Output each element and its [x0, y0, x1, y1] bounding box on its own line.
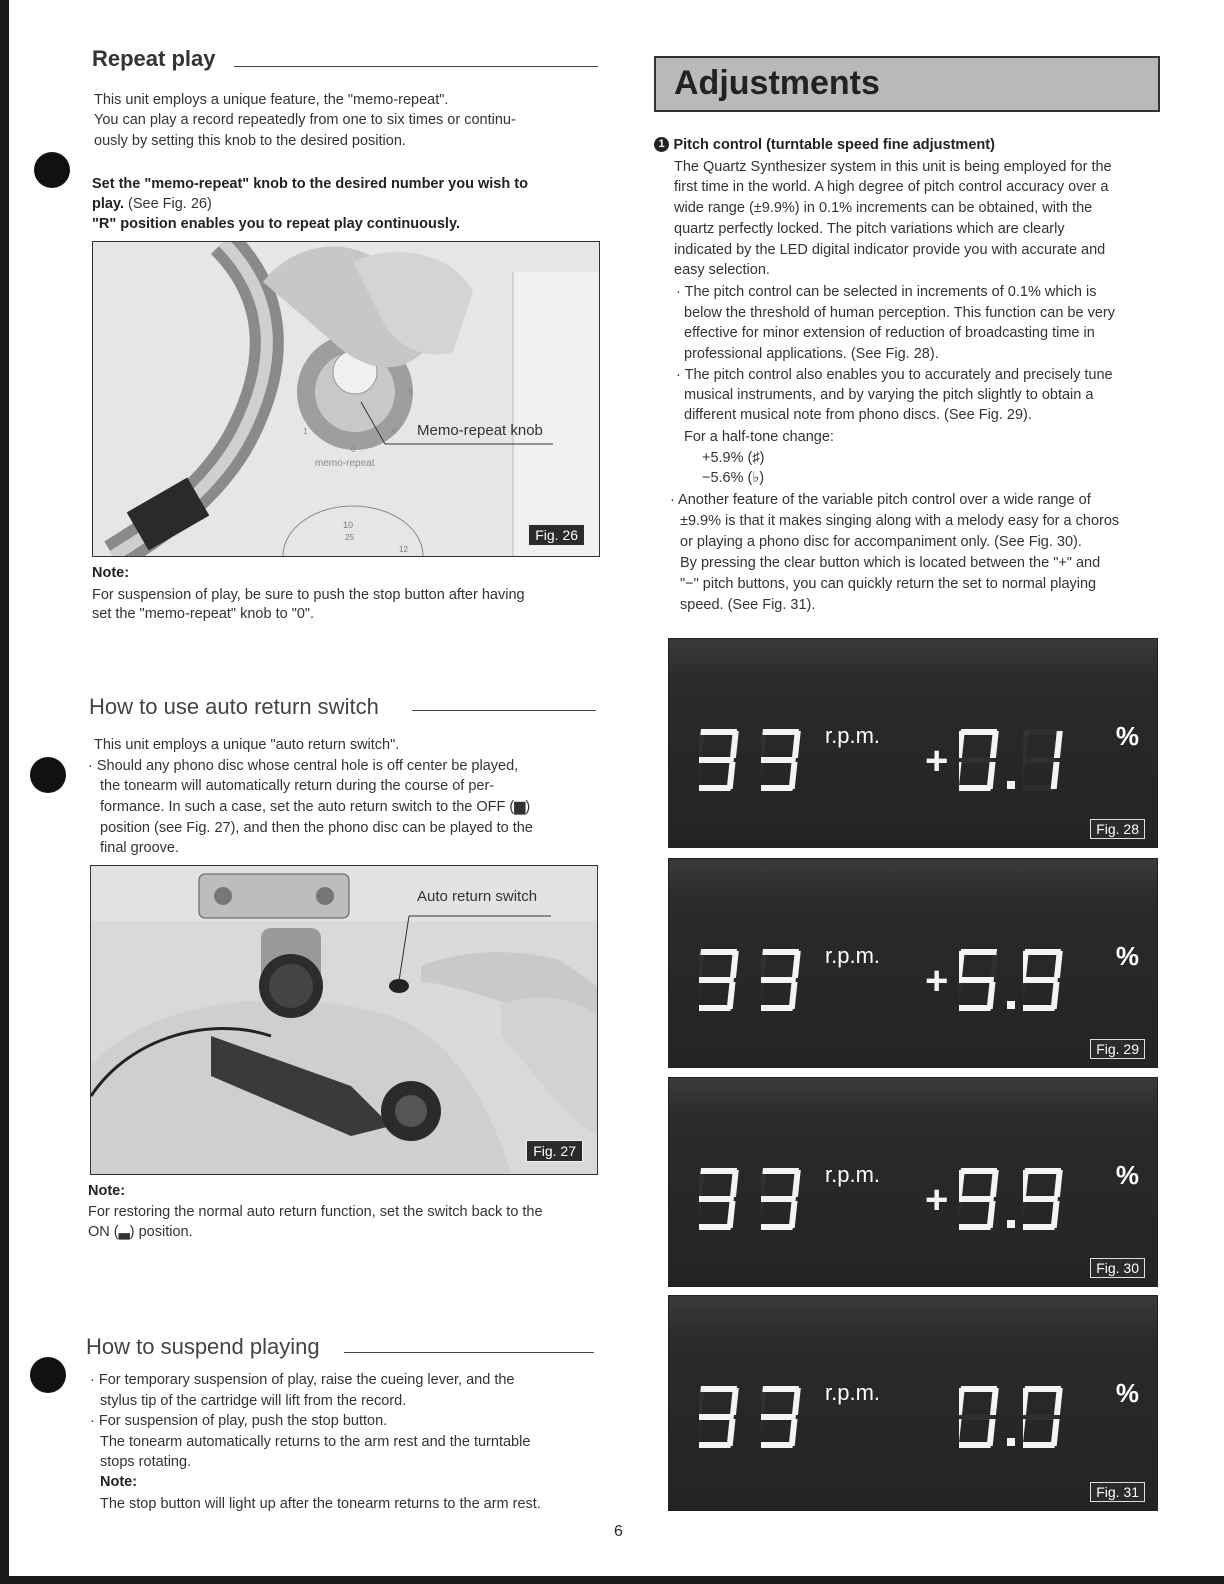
led-display-panel	[668, 1077, 1158, 1287]
sign-indicator: +	[925, 1178, 949, 1222]
svg-text:25: 25	[345, 533, 354, 542]
paragraph-line: This unit employs a unique feature, the "memo-repeat".	[94, 92, 449, 108]
note-label: Note:	[92, 565, 130, 581]
svg-text:12: 12	[399, 545, 408, 554]
paragraph-line: wide range (±9.9%) in 0.1% increments can be obtained, with the	[674, 200, 1093, 216]
paragraph-line: or playing a phono disc for accompaniment only. (See Fig. 30).	[680, 534, 1082, 550]
suspend-heading: How to suspend playing	[86, 1334, 320, 1359]
paragraph-line: effective for minor extension of reduction of broadcasting time in	[684, 325, 1095, 341]
paragraph-line: · The pitch control also enables you to accurately and precisely tune	[676, 367, 1113, 383]
paragraph-line: below the threshold of human perception. This function can be very	[684, 305, 1115, 321]
binder-hole	[30, 1357, 66, 1393]
fig-label: Fig. 26	[528, 524, 585, 546]
percent-symbol: %	[1115, 1378, 1139, 1408]
pitch-heading-row	[654, 136, 995, 154]
led-digit	[959, 1168, 999, 1230]
fig-26-photo	[92, 241, 600, 557]
memo-repeat-knob-illustration	[93, 242, 599, 556]
instruction-bold: play.	[92, 196, 124, 212]
percent-symbol: %	[1115, 721, 1139, 751]
led-digit	[1023, 949, 1063, 1011]
paragraph-line: position (see Fig. 27), and then the phono disc can be played to the	[100, 820, 533, 836]
led-digit	[699, 1168, 739, 1230]
paragraph-line: · Should any phono disc whose central hole is off center be played,	[88, 758, 519, 774]
decimal-point	[1007, 1220, 1015, 1228]
fig-27-photo	[90, 865, 598, 1175]
rpm-label: r.p.m.	[825, 943, 881, 968]
paragraph-line: first time in the world. A high degree of pitch control accuracy over a	[674, 179, 1109, 195]
led-digit	[761, 1386, 801, 1448]
paragraph-line: −5.6% (♭)	[702, 470, 765, 486]
svg-text:0: 0	[351, 445, 356, 454]
led-digit	[699, 729, 739, 791]
fig-label: Fig. 28	[1090, 819, 1145, 839]
pitch-heading: Pitch control (turntable speed fine adjustment)	[673, 136, 995, 153]
fig-callout: Memo-repeat knob	[417, 422, 543, 439]
decimal-point	[1007, 1438, 1015, 1446]
repeat-play-heading: Repeat play	[92, 46, 216, 71]
svg-text:R: R	[391, 427, 397, 436]
speed-digits	[699, 1168, 801, 1230]
speed-digits	[699, 729, 801, 791]
paragraph-line: different musical note from phono discs. (See Fig. 29).	[684, 407, 1032, 423]
paragraph-line: · For temporary suspension of play, raise the cueing lever, and the	[90, 1372, 515, 1388]
paragraph-line: speed. (See Fig. 31).	[680, 597, 816, 613]
binder-hole	[30, 757, 66, 793]
led-digit	[761, 729, 801, 791]
led-digit	[699, 1386, 739, 1448]
pitch-value-digits	[959, 949, 1063, 1011]
percent-symbol: %	[1115, 1160, 1139, 1190]
paragraph-line: final groove.	[100, 840, 179, 856]
pitch-value-digits	[959, 1168, 1063, 1230]
led-digit	[959, 1386, 999, 1448]
paragraph-line: For a half-tone change:	[684, 429, 834, 445]
paragraph-line: · For suspension of play, push the stop button.	[90, 1413, 388, 1429]
fig-callout: Auto return switch	[417, 888, 538, 905]
rpm-label: r.p.m.	[825, 1162, 881, 1187]
dial-label: memo-repeat	[315, 458, 375, 469]
note-line: The stop button will light up after the tonearm returns to the arm rest.	[100, 1496, 541, 1512]
paragraph-line: easy selection.	[674, 262, 770, 278]
instruction-ref: (See Fig. 26)	[128, 196, 212, 212]
paragraph-line: · Another feature of the variable pitch control over a wide range of	[670, 492, 1091, 508]
speed-digits	[699, 949, 801, 1011]
led-digit	[1023, 1386, 1063, 1448]
instruction-line: "R" position enables you to repeat play continuously.	[92, 216, 460, 232]
paragraph-line: By pressing the clear button which is located between the "+" and	[680, 555, 1101, 571]
paragraph-line: professional applications. (See Fig. 28).	[684, 346, 939, 362]
paragraph-line: This unit employs a unique "auto return switch".	[94, 737, 400, 753]
paragraph-line: indicated by the LED digital indicator provide you with accurate and	[674, 242, 1106, 258]
led-digit	[959, 949, 999, 1011]
svg-text:6: 6	[408, 387, 413, 396]
decimal-point	[1007, 1001, 1015, 1009]
paragraph-line: stops rotating.	[100, 1454, 192, 1470]
heading-rule	[412, 710, 596, 711]
led-digit	[699, 949, 739, 1011]
pitch-value-digits	[959, 729, 1063, 791]
fig-label: Fig. 31	[1090, 1482, 1145, 1502]
fig-label: Fig. 29	[1090, 1039, 1145, 1059]
note-line: For restoring the normal auto return function, set the switch back to the	[88, 1204, 543, 1220]
paragraph-line: · The pitch control can be selected in increments of 0.1% which is	[676, 284, 1097, 300]
led-digit	[959, 729, 999, 791]
heading-rule	[234, 66, 598, 67]
svg-text:10: 10	[343, 520, 354, 530]
auto-return-switch-illustration	[91, 866, 597, 1174]
note-line: ON (▃) position.	[88, 1224, 193, 1240]
page-bottom-edge	[0, 1576, 1224, 1584]
led-digit	[1023, 729, 1063, 791]
paragraph-line: quartz perfectly locked. The pitch variations which are clearly	[674, 221, 1065, 237]
note-line: For suspension of play, be sure to push the stop button after having	[92, 587, 525, 603]
instruction-line	[92, 194, 212, 214]
paragraph-line: +5.9% (♯)	[702, 450, 765, 466]
fig-label: Fig. 30	[1090, 1258, 1145, 1278]
led-digit	[761, 949, 801, 1011]
adjustments-title: Adjustments	[674, 64, 880, 102]
binder-hole	[34, 152, 70, 188]
paragraph-line: the tonearm will automatically return during the course of per-	[100, 778, 495, 794]
note-line: set the "memo-repeat" knob to "0".	[92, 606, 315, 622]
paragraph-line: The tonearm automatically returns to the arm rest and the turntable	[100, 1434, 531, 1450]
pitch-value-digits	[959, 1386, 1063, 1448]
led-digit	[761, 1168, 801, 1230]
auto-return-heading: How to use auto return switch	[89, 694, 379, 719]
percent-symbol: %	[1115, 941, 1139, 971]
led-digit	[1023, 1168, 1063, 1230]
adjustments-title-box	[654, 56, 1160, 112]
svg-text:1: 1	[303, 427, 308, 436]
sign-indicator: +	[925, 739, 949, 783]
paragraph-line: "−" pitch buttons, you can quickly return the set to normal playing	[680, 576, 1097, 592]
decimal-point	[1007, 781, 1015, 789]
note-label: Note:	[88, 1183, 126, 1199]
paragraph-line: ±9.9% is that it makes singing along with a melody easy for a choros	[680, 513, 1120, 529]
led-display-panel	[668, 858, 1158, 1068]
rpm-label: r.p.m.	[825, 723, 881, 748]
page-left-edge	[0, 0, 9, 1584]
paragraph-line: ously by setting this knob to the desired position.	[94, 133, 406, 149]
fig-label: Fig. 27	[526, 1140, 583, 1162]
instruction-line: Set the "memo-repeat" knob to the desired number you wish to	[92, 176, 528, 192]
paragraph-line: stylus tip of the cartridge will lift from the record.	[100, 1393, 407, 1409]
page-number: 6	[614, 1523, 623, 1540]
speed-digits	[699, 1386, 801, 1448]
paragraph-line: musical instruments, and by varying the pitch slightly to obtain a	[684, 387, 1094, 403]
paragraph-line: The Quartz Synthesizer system in this unit is being employed for the	[674, 159, 1112, 175]
number-one-icon: 1	[654, 137, 669, 152]
rpm-label: r.p.m.	[825, 1380, 881, 1405]
led-display-panel	[668, 1295, 1158, 1511]
led-display-panel	[668, 638, 1158, 848]
sign-indicator: +	[925, 959, 949, 1003]
heading-rule	[344, 1352, 594, 1353]
paragraph-line: formance. In such a case, set the auto return switch to the OFF (▆)	[100, 799, 531, 815]
note-label: Note:	[100, 1474, 138, 1490]
paragraph-line: You can play a record repeatedly from one to six times or continu-	[94, 112, 516, 128]
